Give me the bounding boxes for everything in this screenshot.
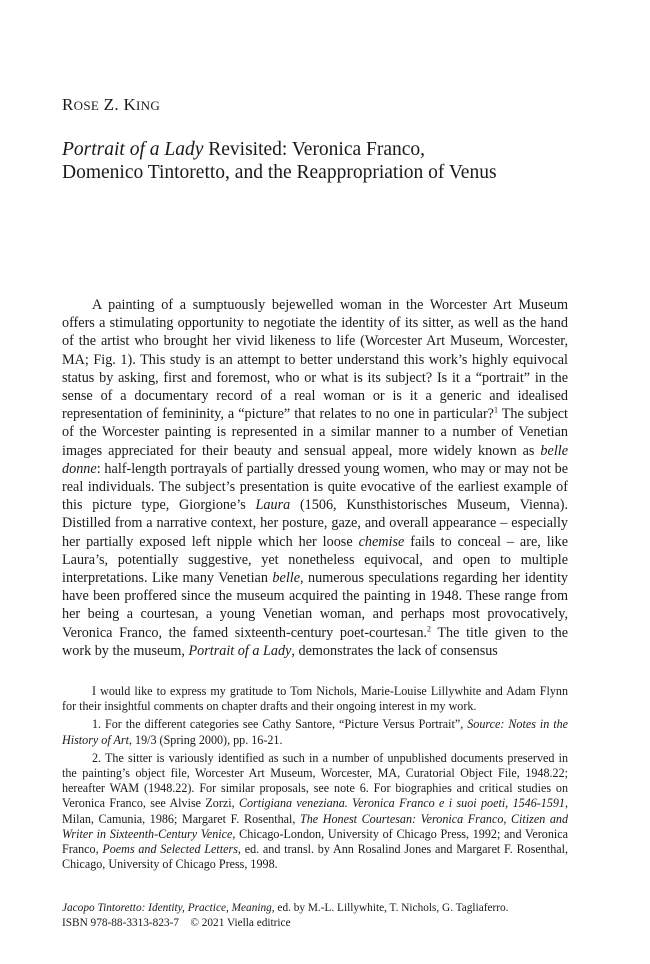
- footnote-1: 1. For the different categories see Cathy Santore, “Picture Versus Portrait”, Source: Notes in the History of Art, 19/3 (Spring 2000), pp. 16-21.: [62, 717, 568, 747]
- chapter-title: [62, 138, 602, 184]
- footnote-ref: 2: [426, 623, 431, 633]
- acknowledgement-note: I would like to express my gratitude to Tom Nichols, Marie-Louise Lillywhite and Adam Flynn for their insightful comments on chapter drafts and their ongoing interest in my work.: [62, 684, 568, 714]
- title-line-1: Portrait of a Lady Revisited: Veronica Franco,: [62, 139, 426, 160]
- footnote-2: 2. The sitter is variously identified as such in a number of unpublished documents preserved in the painting’s object file, Worcester Art Museum, Worcester, MA, Curatorial Object File, 1948.22; hereafter WAM (1948.22). For similar proposals, see note 6. For biographies and critical studies on Veronica Franco, see Alvise Zorzi, Cortigiana veneziana. Veronica Franco e i suoi poeti, 1546-1591, Milan, Camunia, 1986; Margaret F. Rosenthal, The Honest Courtesan: Veronica Franco, Citizen and Writer in Sixteenth-Century Venice, Chicago-London, University of Chicago Press, 1992; and Veronica Franco, Poems and Selected Letters, ed. and transl. by Ann Rosalind Jones and Margaret F. Rosenthal, Chicago, University of Chicago Press, 1998.: [62, 750, 569, 872]
- title-line-2: Domenico Tintoretto, and the Reappropriation of Venus: [62, 162, 497, 183]
- footnotes: [62, 684, 568, 875]
- footnote-ref: 1: [493, 405, 498, 415]
- book-citation: Jacopo Tintoretto: Identity, Practice, Meaning, ed. by M.-L. Lillywhite, T. Nichols, G. Tagliaferro.: [62, 902, 509, 914]
- body-text: [62, 296, 568, 660]
- page-footer: [62, 901, 568, 930]
- isbn-line: ISBN 978-88-3313-823-7 © 2021 Viella editrice: [62, 916, 291, 929]
- chapter-author: ROSE Z. KING: [62, 95, 161, 114]
- body-paragraph: A painting of a sumptuously bejewelled woman in the Worcester Art Museum offers a stimulating opportunity to negotiate the identity of its sitter, as well as the hand of the artist who brought her vivid likeness to life (Worcester Art Museum, Worcester, MA; Fig. 1). This study is an attempt to better understand this work’s highly equivocal status by asking, first and foremost, who or what is its subject? Is it a “portrait” in the sense of a documentary record of a real woman or is it a generic and idealised representation of femininity, a “picture” that relates to no one in particular?$^1$ The subject of the Worcester painting is represented in a similar manner to a number of Venetian images appreciated for their beauty and sensual appeal, more widely known as belle donne: half-length portrayals of partially dressed young women, who may or may not be real individuals. The subject’s presentation is quite evocative of the earliest example of this picture type, Giorgione’s Laura (1506, Kunsthistorisches Museum, Vienna). Distilled from a narrative context, her posture, gaze, and overall appearance – especially her partially exposed left nipple which her loose chemise fails to conceal – are, like Laura’s, potentially suggestive, yet nonetheless equivocal, and open to multiple interpretations. Like many Venetian belle, numerous speculations regarding her identity have been proffered since the museum acquired the painting in 1948. These range from her being a courtesan, a young Venetian woman, and perhaps most provocatively, Veronica Franco, the famed sixteenth-century poet-courtesan.$^2$ The title given to the work by the museum, Portrait of a Lady, demonstrates the lack of consensus: [62, 297, 569, 659]
